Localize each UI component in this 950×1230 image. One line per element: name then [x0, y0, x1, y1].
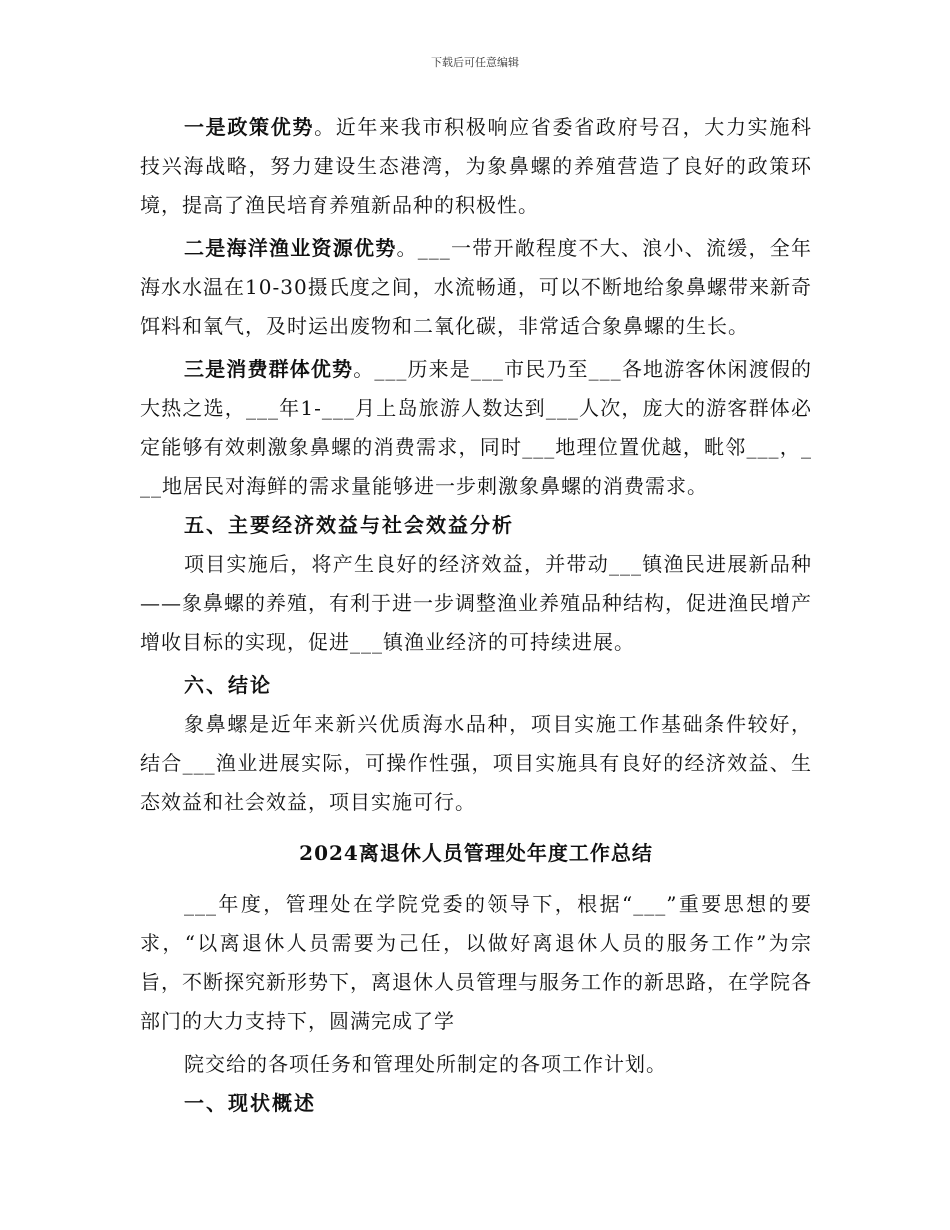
paragraph-continuation: 院交给的各项任务和管理处所制定的各项工作计划。 — [184, 1052, 667, 1076]
paragraph-text: 。近年来我市积极响应省委省政府号召，大力实施科技兴海战略，努力建设生态港湾，为象鼻螺的养殖营造了良好的政策环境，提高了渔民培育养殖新品种的积极性。 — [140, 115, 813, 217]
paragraph-lead: 一是政策优势 — [184, 115, 315, 139]
paragraph-conclusion: 象鼻螺是近年来新兴优质海水品种，项目实施工作基础条件较好，结合___渔业进展实际，可操作性强，项目实施具有良好的经济效益、生态效益和社会效益，项目实施可行。 — [140, 712, 812, 814]
paragraph-text: 。___一带开敞程度不大、浪小、流缓，全年海水水温在10-30摄氏度之间，水流畅通，可以不断地给象鼻螺带来新奇饵料和氧气，及时运出废物和二氧化碳，非常适合象鼻螺的生长。 — [140, 236, 812, 338]
section-heading-benefits: 五、主要经济效益与社会效益分析 — [184, 513, 514, 537]
paragraph-policy-advantage — [140, 108, 812, 225]
paragraph-text: 。___历来是___市民乃至___各地游客休闲渡假的大热之选，___年1-___月上岛旅游人数达到___人次，庞大的游客群体必定能够有效刺激象鼻螺的消费需求，同时___地理位置优越，毗邻___，___地居民对海鲜的需求量能够进一步刺激象鼻螺的消费需求。 — [140, 357, 813, 498]
paragraph-benefits: 项目实施后，将产生良好的经济效益，并带动___镇渔民进展新品种——象鼻螺的养殖，有利于进一步调整渔业养殖品种结构，促进渔民增产增收目标的实现，促进___镇渔业经济的可持续进展。 — [140, 552, 812, 654]
page-header-note: 下载后可任意编辑 — [431, 56, 519, 69]
section-heading-status: 一、现状概述 — [184, 1091, 316, 1115]
section-heading-conclusion: 六、结论 — [184, 673, 272, 697]
paragraph-lead: 二是海洋渔业资源优势 — [184, 236, 397, 260]
paragraph-intro: ___年度，管理处在学院党委的领导下，根据“___”重要思想的要求，“以离退休人员需要为己任，以做好离退休人员的服务工作”为宗旨，不断探究新形势下，离退休人员管理与服务工作的新思路，在学院各部门的大力支持下，圆满完成了学 — [140, 892, 812, 1033]
document-body — [140, 108, 812, 1123]
paragraph-lead: 三是消费群体优势 — [184, 357, 354, 381]
document-title: 2024离退休人员管理处年度工作总结 — [299, 841, 653, 865]
paragraph-consumer-advantage — [140, 350, 812, 506]
paragraph-resource-advantage — [140, 229, 812, 346]
